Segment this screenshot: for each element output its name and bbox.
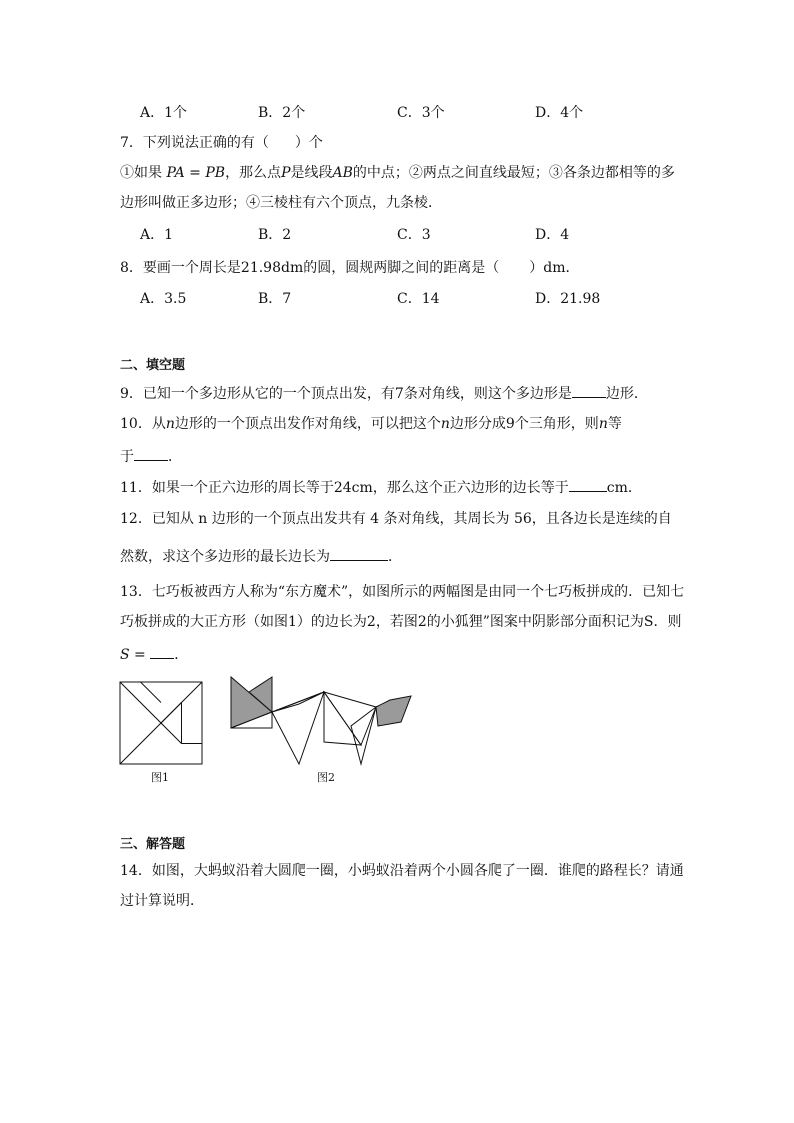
q7-stem-post: ）个: [294, 135, 323, 151]
q6-option-d: D．4个: [535, 105, 584, 121]
q8-stem: [120, 258, 579, 278]
q10-text: 于: [120, 449, 134, 465]
q10-text: ．: [168, 449, 182, 465]
q13-answer-blank[interactable]: [150, 644, 174, 659]
figure1-label: 图1: [151, 771, 169, 784]
q7-option-a: A．1: [140, 227, 174, 243]
q6-option-c: C．3个: [397, 105, 445, 121]
q7-stem-pre: 7．下列说法正确的有（: [120, 135, 269, 151]
q10-line2: [120, 446, 182, 467]
q12-text: ．: [388, 549, 402, 565]
math-eq: =: [129, 647, 151, 663]
q7-text: ①如果: [120, 165, 162, 181]
q6-option-b: B．2个: [258, 105, 306, 121]
q13-text: ．: [174, 647, 189, 663]
q8-option-b: B．7: [258, 291, 292, 307]
q13-line1: 13．七巧板被西方人称为“东方魔术”，如图所示的两幅图是由同一个七巧板拼成的．已知七: [120, 584, 685, 600]
q8-stem-pre: 8．要画一个周长是21.98dm的圆，圆规两脚之间的距离是（: [120, 260, 500, 276]
q6-option-a: A．1个: [140, 105, 188, 121]
math-pb: PB: [205, 165, 226, 181]
q8-stem-post: ）dm．: [529, 260, 580, 276]
q10-text: 10．从: [120, 416, 166, 432]
q7-option-d: D．4: [535, 227, 570, 243]
fox-leg-left: [272, 692, 324, 764]
q7-text: 的中点；②两点之间直线最短；③各条边都相等的多: [352, 165, 675, 181]
q11-text: 11．如果一个正六边形的周长等于24cm，那么这个正六边形的边长等于: [120, 480, 569, 496]
q8-option-a: A．3.5: [140, 291, 187, 307]
figure2-label: 图2: [317, 771, 335, 784]
q9-text: 边形．: [605, 386, 648, 402]
q7-text: ，那么点: [225, 165, 282, 181]
q14-line2: 过计算说明．: [120, 893, 204, 909]
q11-text: cm．: [606, 480, 642, 496]
math-eq: =: [184, 165, 206, 181]
q12-line1: 12．已知从 n 边形的一个顶点出发共有 4 条对角线，其周长为 56，且各边长是连续的自: [120, 511, 672, 527]
q10-line1: [120, 414, 622, 434]
q13-line2: 巧板拼成的大正方形（如图1）的边长为2，若图2的小狐狸”图案中阴影部分面积记为S．则: [120, 614, 682, 630]
fox-tail-shaded: [376, 696, 411, 726]
q9: [120, 383, 648, 404]
q11: [120, 477, 642, 498]
tangram-edge: [141, 682, 162, 703]
q12-text: 然数，求这个多边形的最长边长为: [120, 549, 330, 565]
section-answer-title: 三、解答题: [120, 837, 186, 852]
q7-line1: [120, 163, 675, 183]
tangram-fox-figure: [226, 672, 416, 768]
math-pa: PA: [166, 165, 185, 181]
q9-answer-blank[interactable]: [572, 383, 606, 398]
q12-line2: [120, 546, 402, 567]
q8-option-d: D．21.98: [535, 291, 601, 307]
half-diagonal-line: [120, 682, 182, 744]
q9-text: 9．已知一个多边形从它的一个顶点出发，有7条对角线，则这个多边形是: [120, 386, 572, 402]
q14-line1: 14．如图，大蚂蚁沿着大圆爬一圈，小蚂蚁沿着两个小圆各爬了一圈．谁爬的路程长？请通: [120, 863, 684, 879]
q7-option-c: C．3: [397, 227, 431, 243]
q7-line2: 边形叫做正多边形；④三棱柱有六个顶点，九条棱．: [120, 195, 442, 211]
math-p: P: [281, 165, 291, 181]
q13-line3: [120, 644, 188, 665]
math-n: n: [440, 416, 450, 432]
q12-answer-blank[interactable]: [330, 546, 388, 561]
tangram-edge: [161, 703, 182, 724]
section-fill-in-title: 二、填空题: [120, 358, 186, 373]
q7-stem: [120, 133, 323, 153]
q7-option-b: B．2: [258, 227, 292, 243]
q10-text: 边形分成9个三角形，则: [449, 416, 599, 432]
q10-text: 边形的一个顶点出发作对角线，可以把这个: [174, 416, 441, 432]
tangram-square-figure: [118, 680, 206, 768]
math-n: n: [598, 416, 608, 432]
q7-text: 是线段: [290, 165, 333, 181]
math-n: n: [165, 416, 175, 432]
math-ab: AB: [332, 165, 353, 181]
q10-text: 等: [607, 416, 622, 432]
math-s: S: [120, 647, 130, 663]
q8-option-c: C．14: [397, 291, 440, 307]
q11-answer-blank[interactable]: [569, 477, 607, 492]
q10-answer-blank[interactable]: [134, 446, 168, 461]
